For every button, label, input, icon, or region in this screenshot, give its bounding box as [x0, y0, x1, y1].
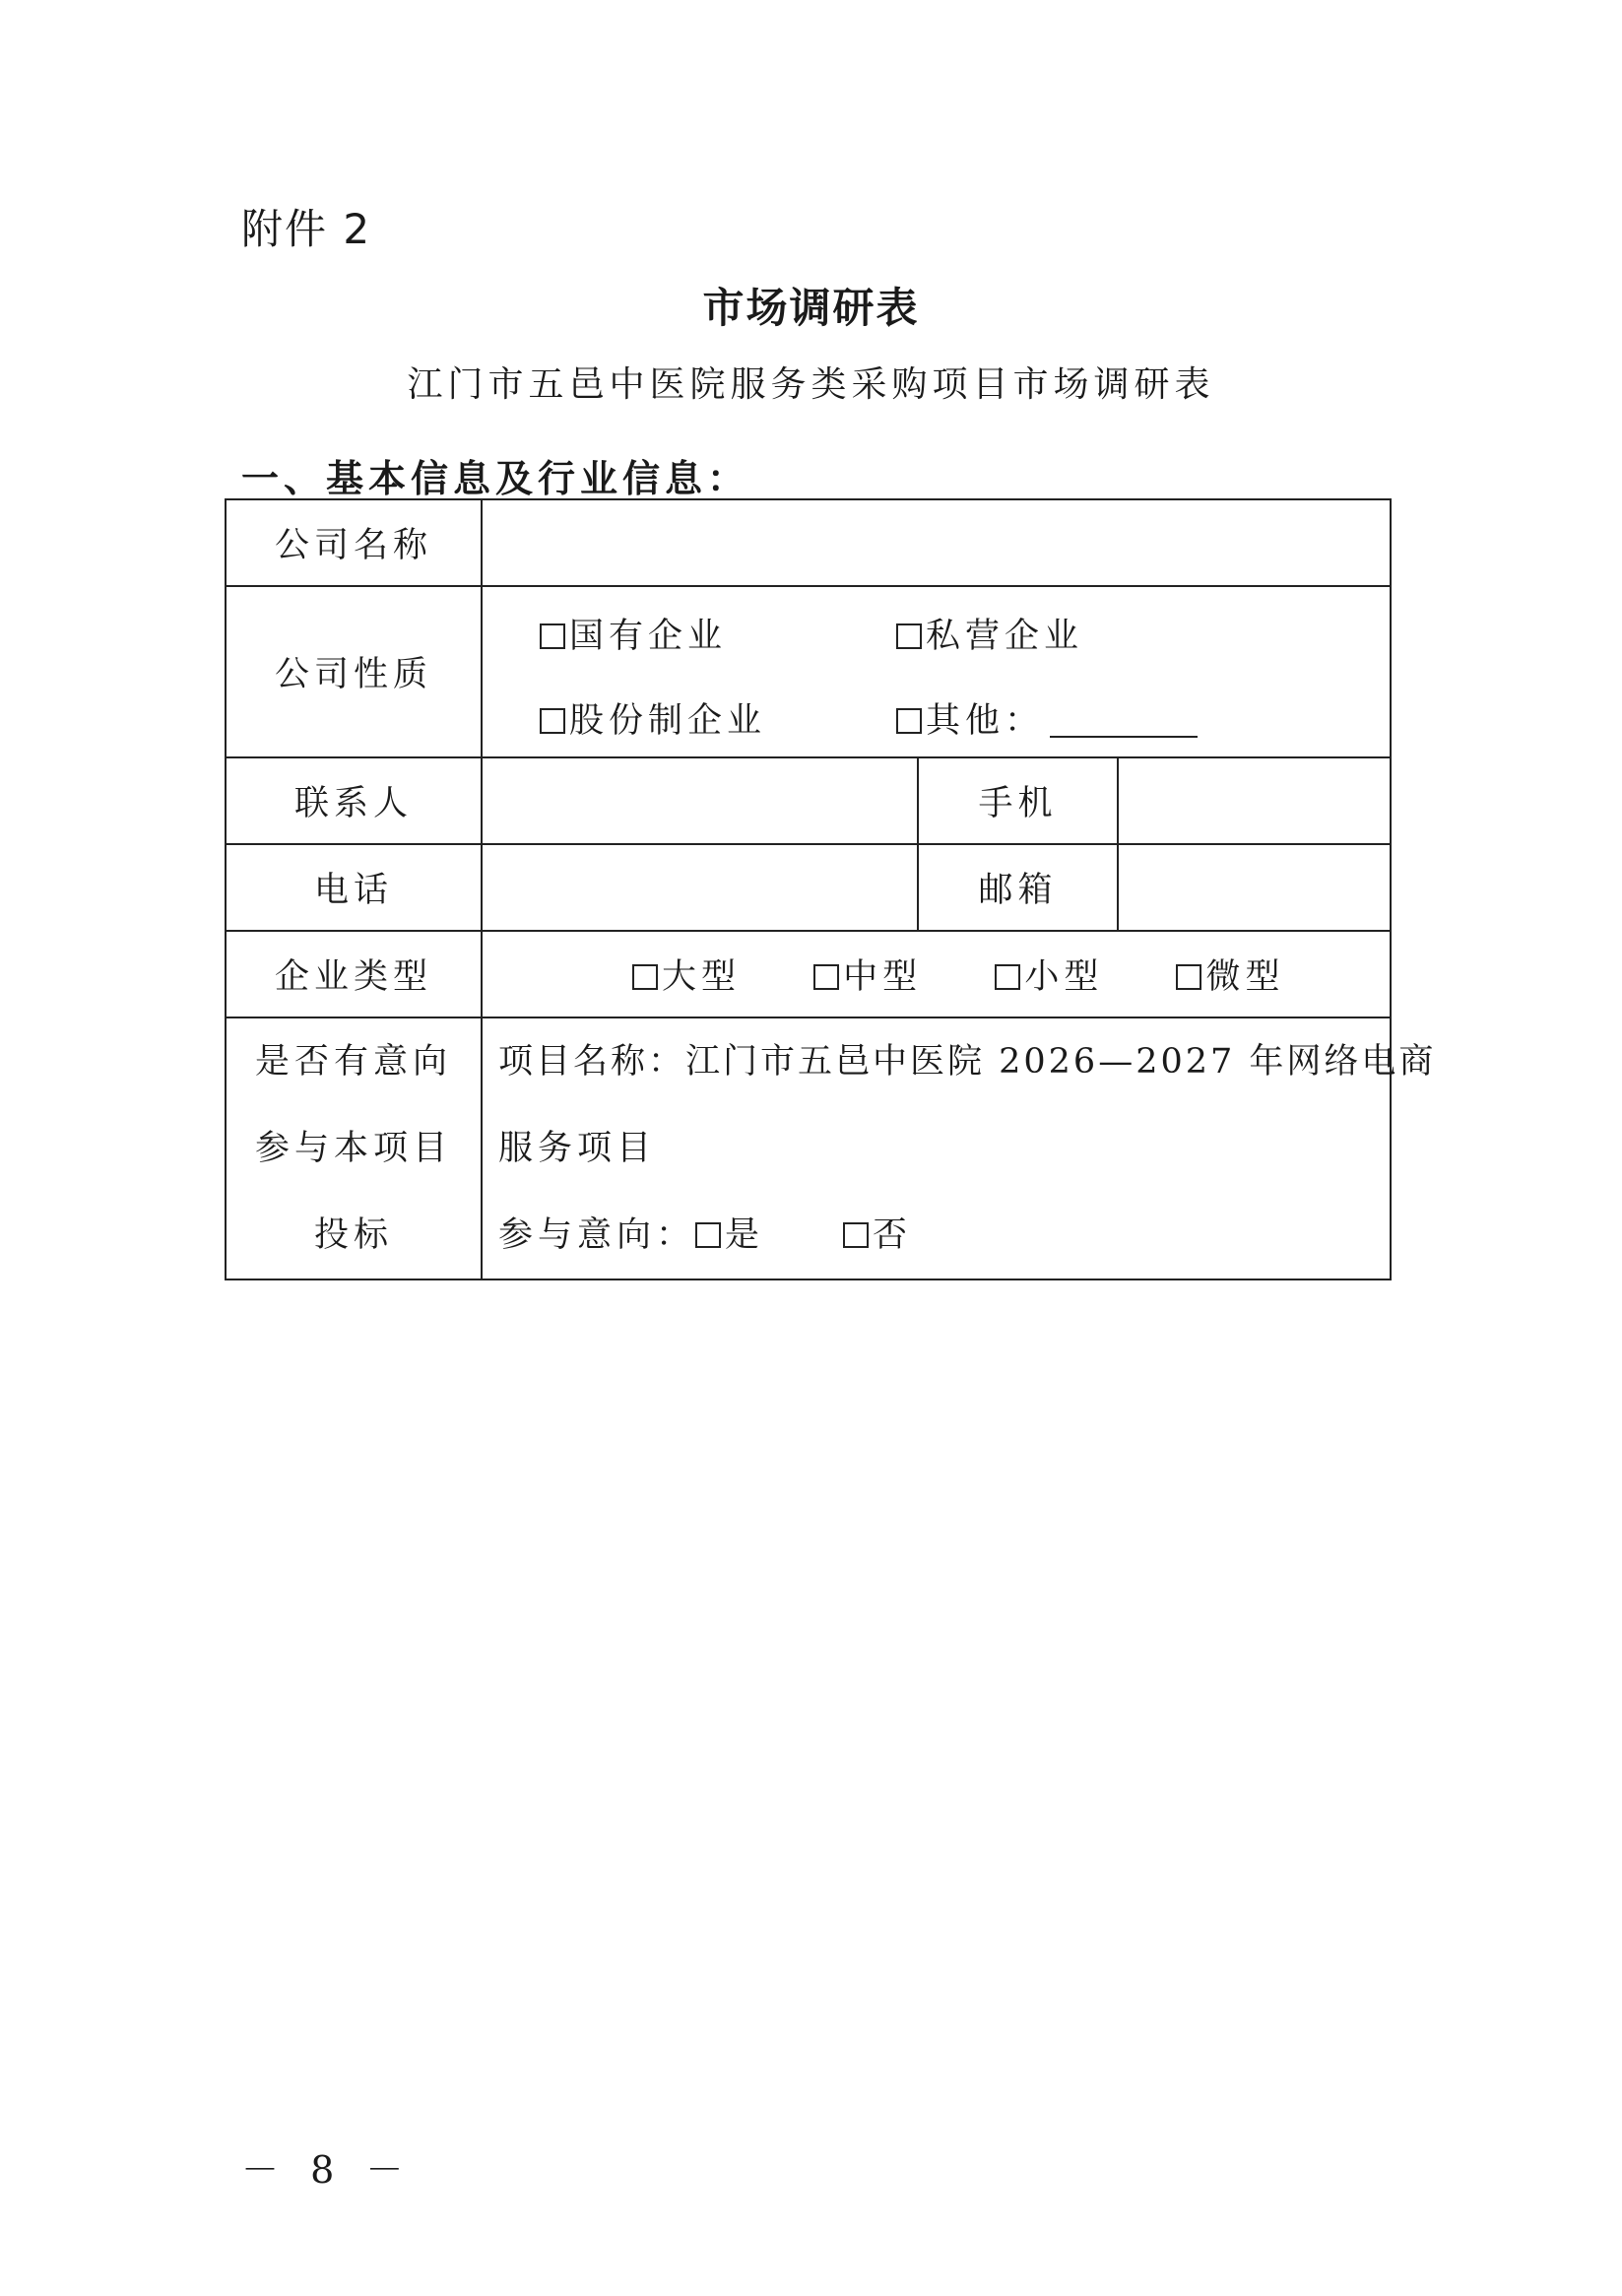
mobile-label: 手机: [918, 757, 1118, 844]
company-nature-row: [226, 586, 1391, 757]
other-blank-line[interactable]: [1050, 706, 1198, 738]
phone-field[interactable]: [482, 844, 918, 931]
contact-label: 联系人: [226, 757, 482, 844]
nature-option-private[interactable]: 私营企业: [896, 609, 1083, 658]
type-option-micro[interactable]: 微型: [1176, 950, 1284, 999]
page-number: － 8 －: [241, 2148, 414, 2192]
project-name-line-1: 项目名称：江门市五邑中医院 2026—2027 年网络电商: [498, 1042, 1437, 1082]
email-field[interactable]: [1118, 844, 1391, 931]
checkbox-icon[interactable]: [843, 1222, 869, 1248]
mobile-field[interactable]: [1118, 757, 1391, 844]
intent-option-yes[interactable]: 是: [695, 1215, 764, 1255]
contact-field[interactable]: [482, 757, 918, 844]
intent-label-line-2: 参与本项目: [254, 1129, 452, 1168]
enterprise-type-row: [226, 931, 1391, 1017]
attachment-label: 附件 2: [241, 205, 372, 253]
enterprise-type-label: 企业类型: [226, 931, 482, 1017]
type-option-large[interactable]: 大型: [632, 950, 741, 999]
checkbox-icon[interactable]: [1176, 964, 1201, 990]
company-name-field[interactable]: [482, 499, 1391, 586]
nature-option-other[interactable]: 其他：: [896, 693, 1198, 743]
project-name-line-2: 服务项目: [498, 1129, 657, 1168]
checkbox-icon[interactable]: [632, 964, 658, 990]
nature-option-joint-stock[interactable]: 股份制企业: [540, 693, 766, 743]
survey-form-table: [225, 498, 1437, 1280]
intent-option-no[interactable]: 否: [843, 1215, 912, 1255]
bid-intent-label: [226, 1017, 482, 1279]
company-name-label: 公司名称: [226, 499, 482, 586]
intent-label-line-3: 投标: [313, 1215, 393, 1255]
company-nature-label: 公司性质: [226, 586, 482, 757]
checkbox-icon[interactable]: [540, 708, 565, 734]
company-nature-options: [482, 586, 1391, 757]
page-title: 市场调研表: [702, 284, 920, 332]
email-label: 邮箱: [918, 844, 1118, 931]
checkbox-icon[interactable]: [695, 1222, 721, 1248]
checkbox-icon[interactable]: [896, 708, 922, 734]
phone-row: [226, 844, 1391, 931]
checkbox-icon[interactable]: [540, 623, 565, 649]
phone-label: 电话: [226, 844, 482, 931]
bid-intent-row: [226, 1017, 1391, 1279]
company-name-row: [226, 499, 1391, 586]
type-option-small[interactable]: 小型: [995, 950, 1103, 999]
checkbox-icon[interactable]: [896, 623, 922, 649]
section-heading: 一、基本信息及行业信息：: [241, 456, 750, 500]
intent-label-line-1: 是否有意向: [254, 1042, 452, 1082]
page-subtitle: 江门市五邑中医院服务类采购项目市场调研表: [407, 364, 1215, 405]
nature-option-state-owned[interactable]: 国有企业: [540, 609, 727, 658]
checkbox-icon[interactable]: [995, 964, 1020, 990]
enterprise-type-options: [482, 931, 1391, 1017]
intent-prefix: 参与意向：: [498, 1215, 696, 1255]
bid-intent-content: [482, 1017, 1437, 1279]
type-option-medium[interactable]: 中型: [813, 950, 922, 999]
intent-options: [498, 1192, 1390, 1279]
checkbox-icon[interactable]: [813, 964, 839, 990]
contact-row: [226, 757, 1391, 844]
